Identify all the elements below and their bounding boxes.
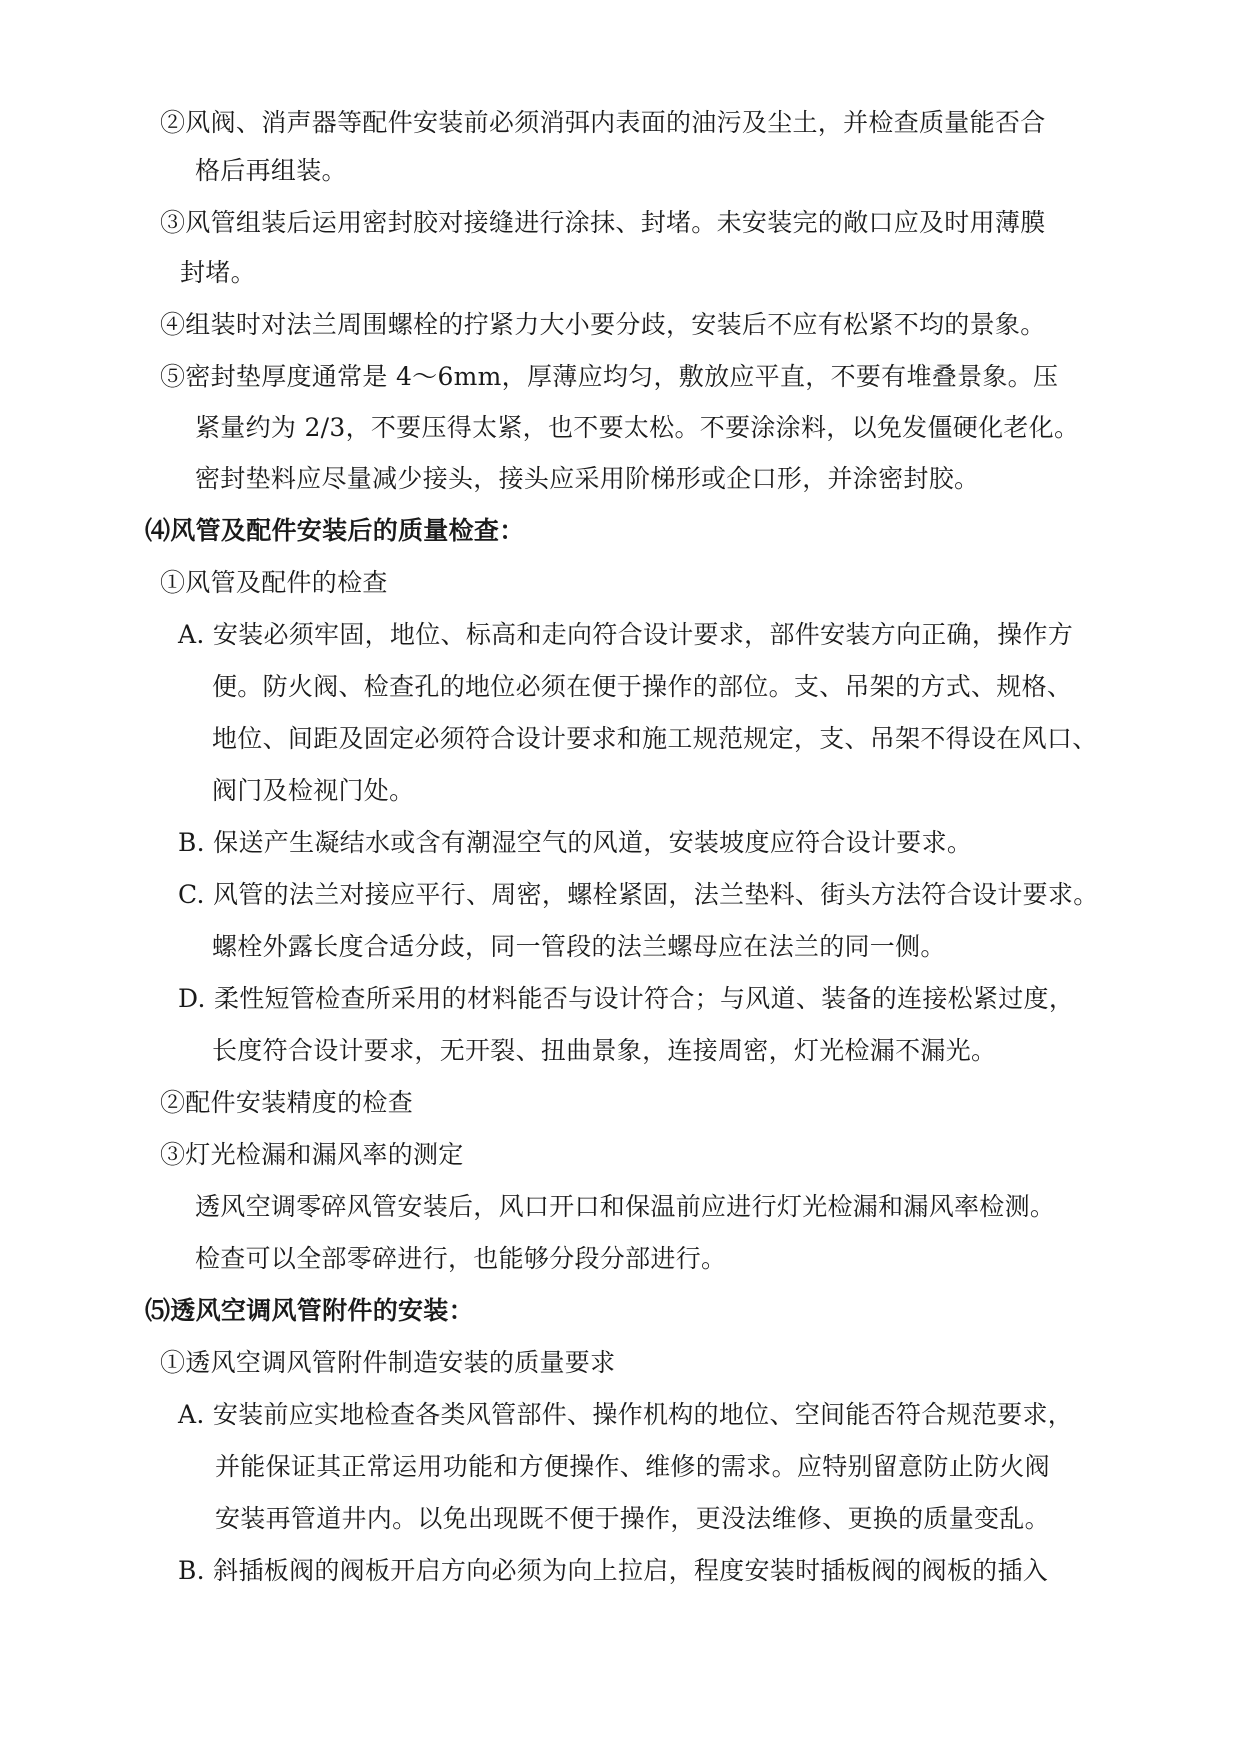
list-item: C. 风管的法兰对接应平行、周密，螺栓紧固，法兰垫料、街头方法符合设计要求。 <box>178 880 1099 909</box>
paragraph-line: 便。防火阀、检查孔的地位必须在便于操作的部位。支、吊架的方式、规格、 <box>212 672 1073 701</box>
list-item: B. 斜插板阀的阀板开启方向必须为向上拉启，程度安装时插板阀的阀板的插入 <box>178 1556 1049 1585</box>
paragraph-line: 地位、间距及固定必须符合设计要求和施工规范规定，支、吊架不得设在风口、 <box>212 724 1098 753</box>
paragraph-line: 密封垫料应尽量减少接头，接头应采用阶梯形或企口形，并涂密封胶。 <box>195 464 980 493</box>
subsection-heading: ③灯光检漏和漏风率的测定 <box>160 1140 464 1169</box>
paragraph-line: 透风空调零碎风管安装后，风口开口和保温前应进行灯光检漏和漏风率检测。 <box>195 1192 1056 1221</box>
paragraph-line: ②风阀、消声器等配件安装前必须消弭内表面的油污及尘土，并检查质量能否合 <box>160 108 1046 137</box>
section-heading: ⑷风管及配件安装后的质量检查： <box>145 516 525 545</box>
paragraph-line: 螺栓外露长度合适分歧，同一管段的法兰螺母应在法兰的同一侧。 <box>212 932 946 961</box>
paragraph-line: ④组装时对法兰周围螺栓的拧紧力大小要分歧，安装后不应有松紧不均的景象。 <box>160 310 1046 339</box>
paragraph-line: 长度符合设计要求，无开裂、扭曲景象，连接周密，灯光检漏不漏光。 <box>212 1036 997 1065</box>
paragraph-line: ③风管组装后运用密封胶对接缝进行涂抹、封堵。未安装完的敞口应及时用薄膜 <box>160 208 1046 237</box>
subsection-heading: ①风管及配件的检查 <box>160 568 388 597</box>
paragraph-line: 紧量约为 2/3，不要压得太紧，也不要太松。不要涂涂料，以免发僵硬化老化。 <box>195 413 1080 442</box>
list-item: A. 安装必须牢固，地位、标高和走向符合设计要求，部件安装方向正确，操作方 <box>178 620 1074 649</box>
paragraph-line: 检查可以全部零碎进行，也能够分段分部进行。 <box>195 1244 727 1273</box>
list-item: B. 保送产生凝结水或含有潮湿空气的风道，安装坡度应符合设计要求。 <box>178 828 973 857</box>
list-item: D. 柔性短管检查所采用的材料能否与设计符合；与风道、装备的连接松紧过度， <box>178 984 1075 1013</box>
subsection-heading: ②配件安装精度的检查 <box>160 1088 414 1117</box>
paragraph-line: 并能保证其正常运用功能和方便操作、维修的需求。应特别留意防止防火阀 <box>215 1452 1050 1481</box>
paragraph-line: ⑤密封垫厚度通常是 4～6mm，厚薄应均匀，敷放应平直，不要有堆叠景象。压 <box>160 362 1059 391</box>
paragraph-line: 阀门及检视门处。 <box>212 776 415 805</box>
paragraph-line: 安装再管道井内。以免出现既不便于操作，更没法维修、更换的质量变乱。 <box>215 1504 1050 1533</box>
paragraph-line: 格后再组装。 <box>195 156 347 185</box>
section-heading: ⑸透风空调风管附件的安装： <box>145 1296 474 1325</box>
paragraph-line: 封堵。 <box>180 258 256 287</box>
list-item: A. 安装前应实地检查各类风管部件、操作机构的地位、空间能否符合规范要求， <box>178 1400 1074 1429</box>
subsection-heading: ①透风空调风管附件制造安装的质量要求 <box>160 1348 616 1377</box>
